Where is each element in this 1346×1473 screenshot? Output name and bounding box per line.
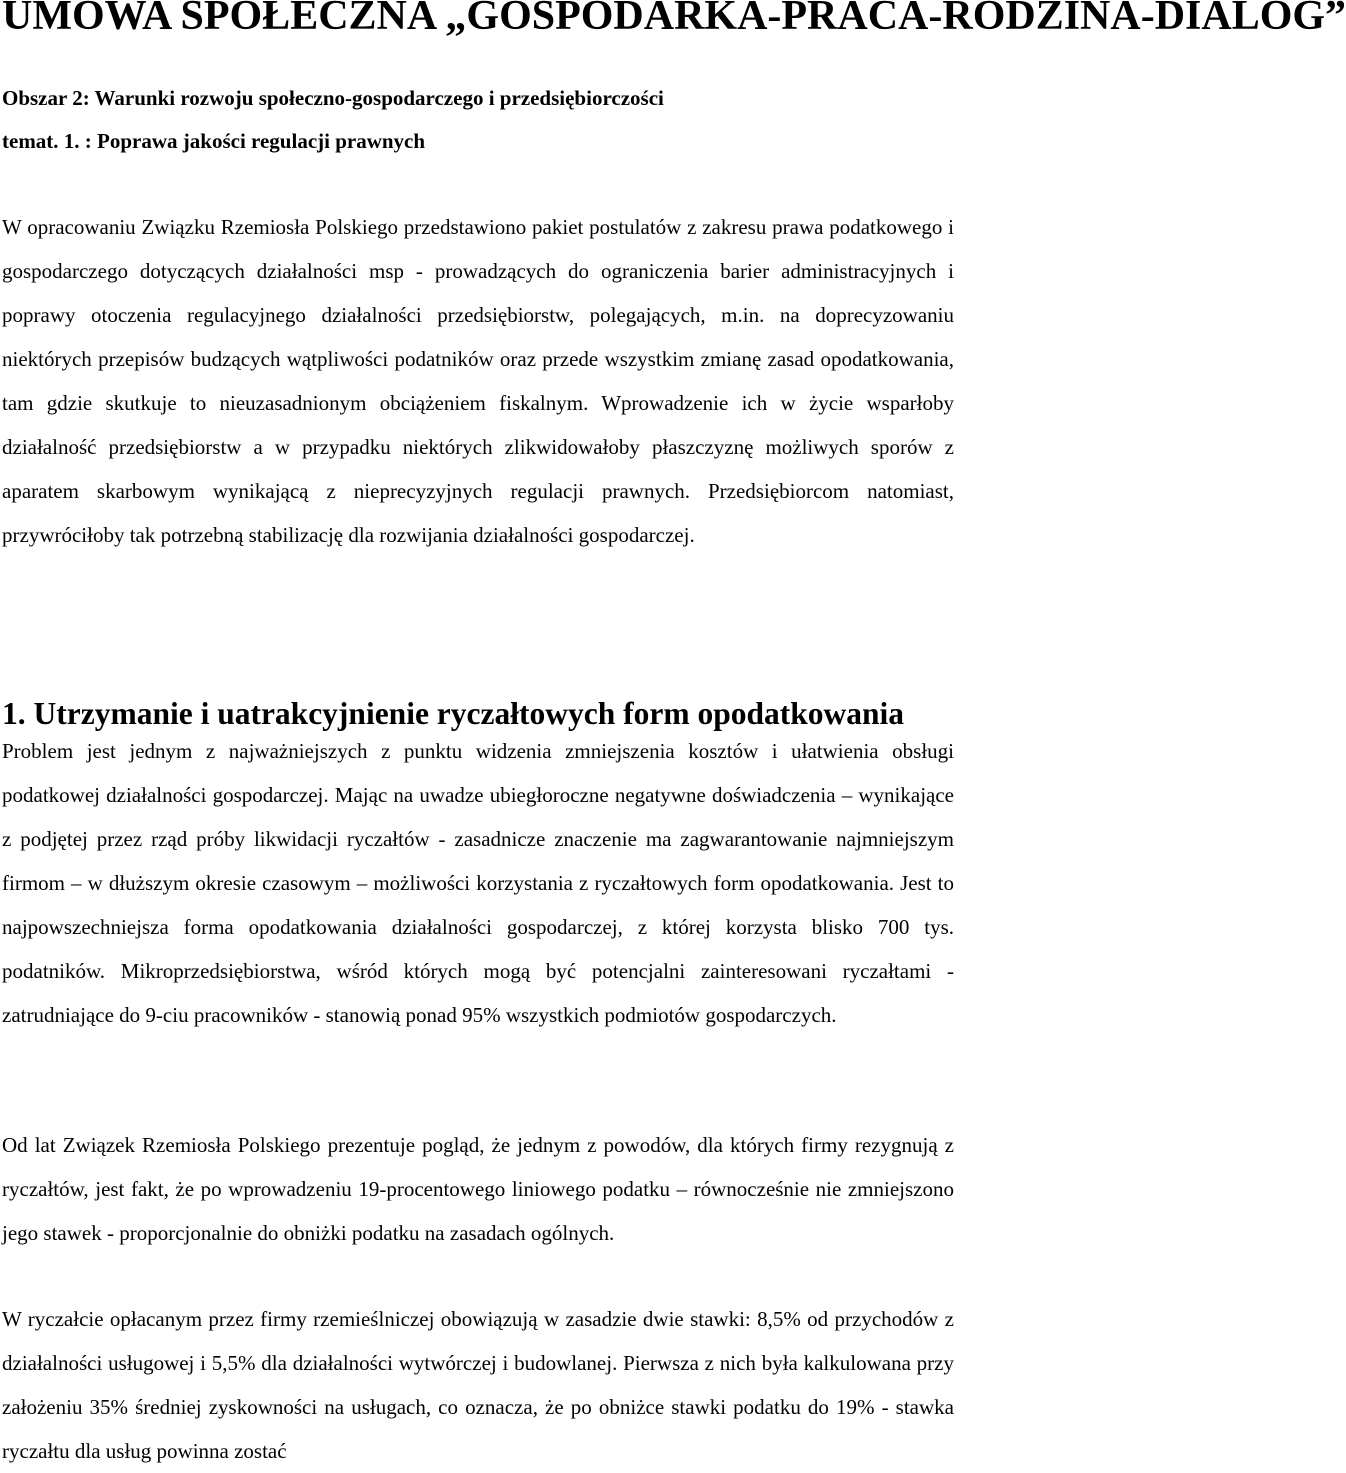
topic-heading: temat. 1. : Poprawa jakości regulacji prawnych: [2, 129, 426, 153]
section-paragraph-2: Od lat Związek Rzemiosła Polskiego prezentuje pogląd, że jednym z powodów, dla których firmy rezygnują z ryczałtów, jest fakt, że po wprowadzeniu 19-procentowego liniowego podatku – równocześnie nie zmniejszono jego stawek - proporcjonalnie do obniżki podatku na zasadach ogólnych.: [2, 1133, 954, 1245]
section-heading: 1. Utrzymanie i uatrakcyjnienie ryczałtowych form opodatkowania: [2, 696, 905, 731]
section-paragraph-3: W ryczałcie opłacanym przez firmy rzemieślniczej obowiązują w zasadzie dwie stawki: 8,5% od przychodów z działalności usługowej i 5,5% dla działalności wytwórczej i budowlanej. Pierwsza z nich była kalkulowana przy założeniu 35% średniej zyskowności na usługach, co oznacza, że po obniżce stawki podatku do 19% - stawka ryczałtu dla usług powinna zostać: [2, 1307, 954, 1463]
intro-paragraph: W opracowaniu Związku Rzemiosła Polskiego przedstawiono pakiet postulatów z zakresu prawa podatkowego i gospodarczego dotyczących działalności msp - prowadzących do ograniczenia barier administracyjnych i poprawy otoczenia regulacyjnego działalności przedsiębiorstw, polegających, m.in. na doprecyzowaniu niektórych przepisów budzących wątpliwości podatników oraz przede wszystkim zmianę zasad opodatkowania, tam gdzie skutkuje to nieuzasadnionym obciążeniem fiskalnym. Wprowadzenie ich w życie wsparłoby działalność przedsiębiorstw a w przypadku niektórych zlikwidowałoby płaszczyznę możliwych sporów z aparatem skarbowym wynikającą z nieprecyzyjnych regulacji prawnych. Przedsiębiorcom natomiast, przywróciłoby tak potrzebną stabilizację dla rozwijania działalności gospodarczej.: [2, 215, 954, 547]
section-paragraph-1: Problem jest jednym z najważniejszych z punktu widzenia zmniejszenia kosztów i ułatwienia obsługi podatkowej działalności gospodarczej. Mając na uwadze ubiegłoroczne negatywne doświadczenia – wynikające z podjętej przez rząd próby likwidacji ryczałtów - zasadnicze znaczenie ma zagwarantowanie najmniejszym firmom – w dłuższym okresie czasowym – możliwości korzystania z ryczałtowych form opodatkowania. Jest to najpowszechniejsza forma opodatkowania działalności gospodarczej, z której korzysta blisko 700 tys. podatników. Mikroprzedsiębiorstwa, wśród których mogą być potencjalni zainteresowani ryczałtami - zatrudniające do 9-ciu pracowników - stanowią ponad 95% wszystkich podmiotów gospodarczych.: [2, 739, 954, 1027]
area-heading: Obszar 2: Warunki rozwoju społeczno-gospodarczego i przedsiębiorczości: [2, 86, 664, 110]
document-title: UMOWA SPOŁECZNA „GOSPODARKA-PRACA-RODZINA-DIALOG”: [2, 0, 1346, 39]
